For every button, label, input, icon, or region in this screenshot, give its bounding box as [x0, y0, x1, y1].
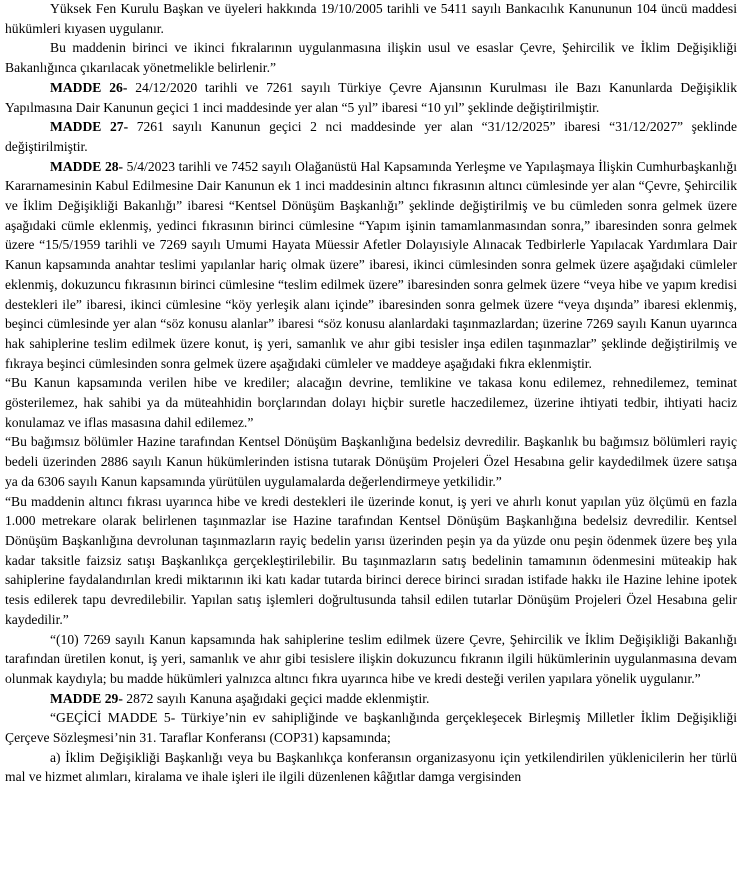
article-29-text: 2872 sayılı Kanuna aşağıdaki geçici madde eklenmiştir.	[122, 690, 430, 706]
provisional-article-5	[5, 708, 737, 747]
article-28	[5, 157, 737, 374]
article-27-text: 7261 sayılı Kanunun geçici 2 nci maddesinde yer alan “31/12/2025” ibaresi “31/12/2027” şeklinde değiştirilmiştir.	[5, 119, 737, 154]
provisional-article-5-text: “GEÇİCİ MADDE 5- Türkiye’nin ev sahipliğinde ve başkanlığında gerçekleşecek Birleşmiş Milletler İklim Değişikliği Çerçeve Sözleşmesi’nin 31. Taraflar Konferansı (COP31) kapsamında;	[5, 710, 737, 746]
quoted-sentence-3-text: “Bu maddenin altıncı fıkrası uyarınca hibe ve kredi destekleri ile üzerinde konut, iş yeri ve ahırlı konut yapılan yüz ölçümü en fazla 1.000 metrekare olarak belirlenen taşınmazlar ise Hazine tarafından Kentsel Dönüşüm Başkanlığına bedelsiz devredilir. Kentsel Dönüşüm Başkanlığına devrolunan taşınmazların rayiç bedelin yarısı üzerinden peşin ya da yüzde onu peşin ödenmek üzere beş yıla kadar taksitle faizsiz satışı Başkanlıkça gerçekleştirilebilir. Bu taşınmazların satış bedelinin tamamının ödenmesini müteakip hak sahiplerine faydalandırılan kredi miktarının iki katı kadar tutarda birinci derece birinci sıradan istifade hakkı ile Hazine lehine ipotek tesis edilerek tapu devredilebilir. Yapılan satış işlemleri doğrultusunda tahsil edilen tutarlar Dönüşüm Projeleri Özel Hesabına gelir kaydedilir.”	[5, 493, 737, 627]
quoted-sentence-2-text: “Bu bağımsız bölümler Hazine tarafından Kentsel Dönüşüm Başkanlığına bedelsiz devredilir. Başkanlık bu bağımsız bölümleri rayiç bedeli üzerinden 2886 sayılı Kanun hükümlerinden istisna tutarak Dönüşüm Projeleri Özel Hesabına gelir kaydedilmek üzere satışa ya da 6306 sayılı Kanun kapsamında yürütülen uygulamalarda değerlendirmeye yetkilidir.”	[5, 434, 737, 489]
paragraph-10	[5, 630, 737, 689]
clause-a-text: a) İklim Değişikliği Başkanlığı veya bu Başkanlıkça konferansın organizasyonu için yetkilendirilen yüklenicilerin her türlü mal ve hizmet alımları, kiralama ve ihale işleri ile ilgili düzenlenen kâğıtlar damga vergisinden	[5, 749, 737, 785]
quoted-sentence-1	[5, 373, 737, 432]
paragraph-1	[5, 0, 737, 38]
paragraph-1-text: Yüksek Fen Kurulu Başkan ve üyeleri hakkında 19/10/2005 tarihli ve 5411 sayılı Bankacılık Kanununun 104 üncü maddesi hükümleri kıyasen uygulanır.	[5, 1, 737, 36]
paragraph-2-text: Bu maddenin birinci ve ikinci fıkralarının uygulanmasına ilişkin usul ve esaslar Çevre, Şehircilik ve İklim Değişikliği Bakanlığınca çıkarılacak yönetmelikle belirlenir.”	[5, 40, 737, 76]
article-27	[5, 117, 737, 156]
quoted-sentence-1-text: “Bu Kanun kapsamında verilen hibe ve krediler; alacağın devrine, temlikine ve takasa konu edilemez, rehnedilemez, teminat gösterilemez, hak sahibi ya da müteahhidin borçlarından dolayı hiçbir suretle haczedilemez, üzerine ihtiyati tedbir, ihtiyati haciz konulamaz ve iflas masasına dahil edilemez.”	[5, 375, 737, 430]
article-28-text: 5/4/2023 tarihli ve 7452 sayılı Olağanüstü Hal Kapsamında Yerleşme ve Yapılaşmaya İlişkin Cumhurbaşkanlığı Kararnamesinin Kabul Edilmesine Dair Kanunun ek 1 inci maddesinin altıncı fıkrasının altıncı cümlesinde yer alan “Çevre, Şehircilik ve İklim Değişikliği Bakanlığı” ibaresi “Kentsel Dönüşüm Başkanlığı” şeklinde değiştirilmiş ve bu cümleden sonra gelmek üzere aşağıdaki cümle eklenmiş, yedinci fıkrasının birinci cümlesine “Yapım işinin tamamlanmasından sonra,” ibaresinden sonra gelmek üzere “15/5/1959 tarihli ve 7269 sayılı Umumi Hayata Müessir Afetler Dolayısiyle Alınacak Tedbirlerle Yapılacak Yardımlara Dair Kanun kapsamında anahtar teslimi yapılanlar hariç olmak üzere” ibaresi, ikinci cümlesinden sonra gelmek üzere aşağıdaki cümleler eklenmiş, dokuzuncu fıkrasının birinci cümlesine “teslim edilmek üzere” ibaresinden sonra gelmek üzere “veya hibe ve yapım kredisi destekleri ile” ibaresi, ikinci cümlesine “köy yerleşik alanı içinde” ibaresinden sonra gelmek üzere “veya dışında” ibaresi eklenmiş, beşinci cümlesinde yer alan “söz konusu alanlar” ibaresi “söz konusu alanlardaki taşınmazlardan; üzerine 7269 sayılı Kanun uyarınca hak sahiplerine teslim edilmek üzere konut, iş yeri, samanlık ve ahır gibi tesisler inşa edilen taşınmazlar” şeklinde değiştirilmiş ve fıkraya beşinci cümlesinden sonra gelmek üzere aşağıdaki cümleler ve maddeye aşağıdaki fıkra eklenmiştir.	[5, 158, 737, 371]
paragraph-2	[5, 38, 737, 77]
article-29-label: MADDE 29-	[50, 690, 123, 706]
paragraph-10-text: “(10) 7269 sayılı Kanun kapsamında hak sahiplerine teslim edilmek üzere Çevre, Şehircilik ve İklim Değişikliği Bakanlığı tarafından üretilen konut, iş yeri, samanlık ve ahır gibi tesislere ilişkin dokuzuncu fıkranın ilgili hükümlerinin uygulanmasına devam olunmak kaydıyla; bu madde hükümleri yalnızca altıncı fıkra uyarınca hibe ve kredi desteği verilen yapılara yönelik uygulanır.”	[5, 631, 737, 686]
article-26	[5, 78, 737, 117]
article-26-text: 24/12/2020 tarihli ve 7261 sayılı Türkiye Çevre Ajansının Kurulması ile Bazı Kanunlarda Değişiklik Yapılmasına Dair Kanunun geçici 1 inci maddesinde yer alan “5 yıl” ibaresi “10 yıl” şeklinde değiştirilmiştir.	[5, 79, 737, 115]
clause-a	[5, 748, 737, 787]
quoted-sentence-3	[5, 492, 737, 630]
article-29	[5, 689, 737, 709]
article-27-label: MADDE 27-	[50, 119, 129, 135]
article-28-label: MADDE 28-	[50, 158, 124, 174]
article-26-label: MADDE 26-	[50, 79, 128, 95]
quoted-sentence-2	[5, 432, 737, 491]
